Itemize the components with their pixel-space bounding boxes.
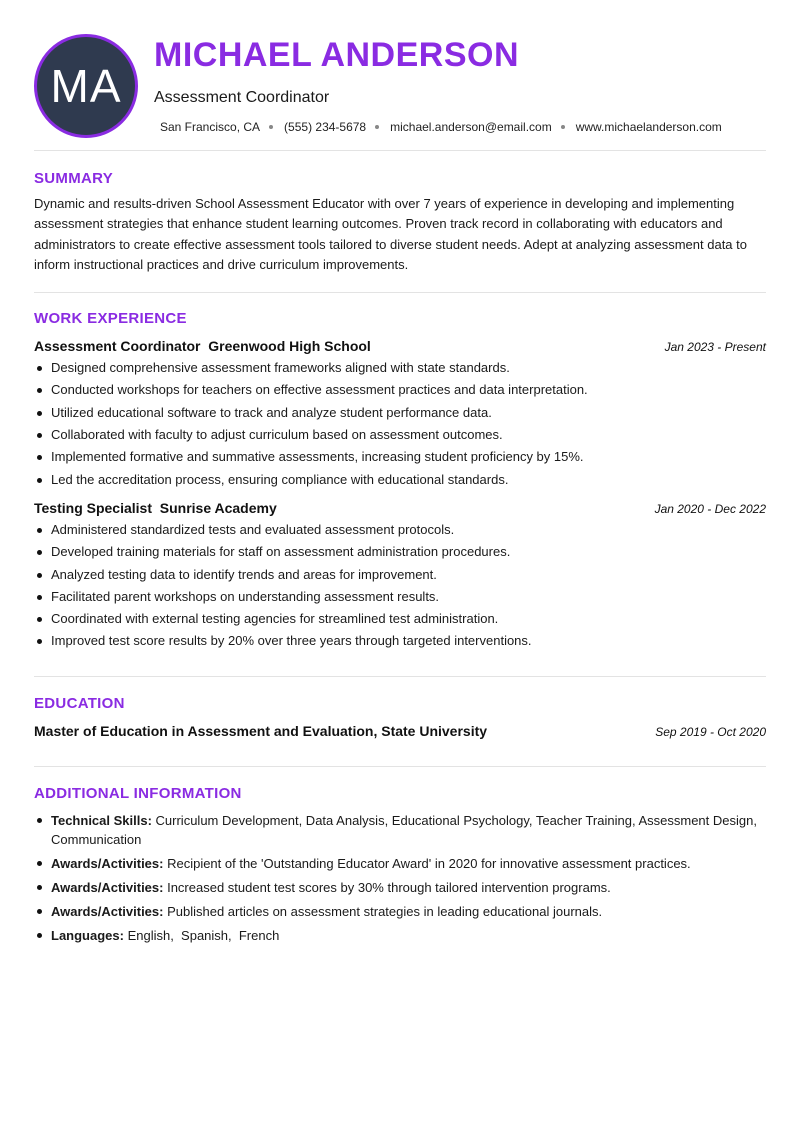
job-header [34, 338, 766, 354]
list-item: Designed comprehensive assessment frameworks aligned with state standards. [34, 357, 766, 379]
job-title: Assessment Coordinator Greenwood High School [34, 338, 371, 355]
item-text: Curriculum Development, Data Analysis, Educational Psychology, Teacher Training, Assessment Design, Communication [51, 812, 761, 847]
item-text: Increased student test scores by 30% through tailored intervention programs. [163, 879, 611, 895]
job-bullets [34, 357, 766, 491]
job-entry [34, 338, 766, 491]
section-heading-additional: ADDITIONAL INFORMATION [34, 784, 242, 802]
avatar: MA [34, 34, 138, 138]
candidate-title: Assessment Coordinator [154, 89, 330, 106]
list-item: Administered standardized tests and evaluated assessment protocols. [34, 519, 766, 541]
item-label: Technical Skills: [51, 812, 152, 828]
contact-location: San Francisco, CA [160, 120, 261, 134]
candidate-name: MICHAEL ANDERSON [154, 36, 520, 74]
list-item [34, 854, 766, 873]
list-item: Analyzed testing data to identify trends and areas for improvement. [34, 564, 766, 586]
summary-text: Dynamic and results-driven School Assessment Educator with over 7 years of experience in developing and implementing assessment strategies that enhance student learning outcomes. Proven track record in collaborating with educators and administrators to create effective assessment tools tailored to diverse student needs. Adept at analyzing assessment data to inform instructional practices and drive curriculum improvements. [34, 196, 747, 272]
contact-phone[interactable]: (555) 234-5678 [284, 120, 367, 134]
additional-list [34, 811, 766, 945]
job-bullets [34, 519, 766, 653]
contact-bar [160, 120, 722, 134]
degree-title: Master of Education in Assessment and Evaluation, State University [34, 722, 488, 739]
bullet-separator-icon [269, 125, 273, 129]
job-title: Testing Specialist Sunrise Academy [34, 499, 277, 516]
contact-website[interactable]: www.michaelanderson.com [575, 120, 722, 134]
section-heading-education: EDUCATION [34, 694, 125, 712]
bullet-separator-icon [561, 125, 565, 129]
item-label: Awards/Activities: [51, 903, 164, 919]
list-item [34, 902, 766, 921]
item-label: Awards/Activities: [51, 879, 164, 895]
education-section [0, 677, 800, 766]
additional-section [0, 767, 800, 945]
list-item: Conducted workshops for teachers on effective assessment practices and data interpretation. [34, 379, 766, 401]
item-label: Languages: [51, 927, 124, 943]
item-text: English, Spanish, French [123, 927, 280, 943]
list-item [34, 878, 766, 897]
degree-date: Sep 2019 - Oct 2020 [655, 724, 766, 739]
list-item: Utilized educational software to track and analyze student performance data. [34, 402, 766, 424]
experience-section [0, 293, 800, 670]
list-item: Implemented formative and summative assessments, increasing student proficiency by 15%. [34, 446, 766, 468]
item-text: Recipient of the 'Outstanding Educator Award' in 2020 for innovative assessment practices. [163, 855, 691, 871]
job-header [34, 500, 766, 516]
list-item: Coordinated with external testing agencies for streamlined test administration. [34, 608, 766, 630]
list-item: Facilitated parent workshops on understanding assessment results. [34, 586, 766, 608]
resume-header [0, 0, 800, 150]
job-date: Jan 2020 - Dec 2022 [654, 501, 766, 516]
list-item [34, 811, 766, 849]
list-item [34, 926, 766, 945]
list-item: Collaborated with faculty to adjust curriculum based on assessment outcomes. [34, 424, 766, 446]
section-heading-experience: WORK EXPERIENCE [34, 310, 187, 328]
list-item: Improved test score results by 20% over three years through targeted interventions. [34, 630, 766, 652]
job-date: Jan 2023 - Present [664, 340, 766, 355]
section-heading-summary: SUMMARY [34, 170, 114, 187]
item-text: Published articles on assessment strategies in leading educational journals. [163, 903, 603, 919]
contact-email[interactable]: michael.anderson@email.com [390, 120, 552, 134]
education-entry [34, 723, 766, 739]
item-label: Awards/Activities: [51, 855, 164, 871]
job-entry [34, 500, 766, 653]
summary-section [0, 151, 800, 292]
list-item: Developed training materials for staff on assessment administration procedures. [34, 541, 766, 563]
list-item: Led the accreditation process, ensuring compliance with educational standards. [34, 469, 766, 491]
bullet-separator-icon [375, 125, 379, 129]
